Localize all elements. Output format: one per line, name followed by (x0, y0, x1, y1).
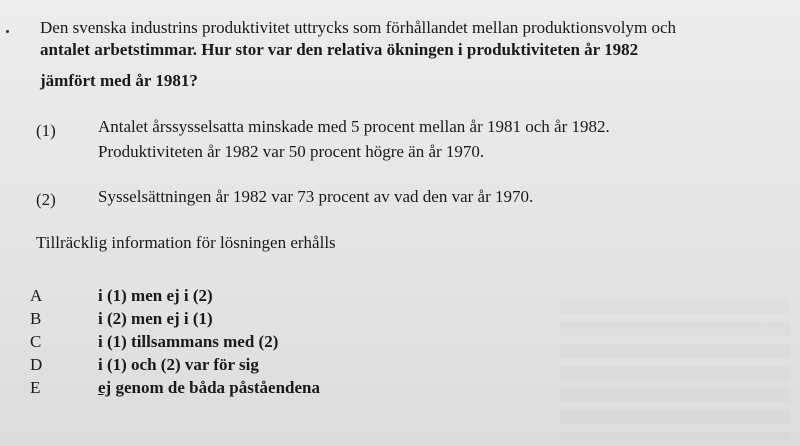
option-e-rest: genom de båda påståendena (111, 378, 320, 397)
statement-2-number: (2) (36, 190, 56, 209)
option-c-text: i (1) tillsammans med (2) (98, 332, 279, 351)
option-e-underlined-word: ej (98, 378, 112, 397)
question-line-3: jämfört med år 1981? (40, 71, 198, 90)
option-d-text: i (1) och (2) var för sig (98, 355, 259, 374)
statement-1-number: (1) (36, 121, 56, 140)
statement-1-line-1: Antalet årssysselsatta minskade med 5 procent mellan år 1981 och år 1982. (98, 117, 610, 136)
margin-mark (6, 30, 9, 33)
bleed-through-text (560, 300, 790, 440)
option-b-text: i (2) men ej i (1) (98, 309, 213, 328)
option-a-letter: A (30, 286, 43, 305)
statement-1-line-2: Produktiviteten år 1982 var 50 procent högre än år 1970. (98, 142, 485, 161)
option-a-text: i (1) men ej i (2) (98, 286, 213, 305)
question-line-1: Den svenska industrins produktivitet uttrycks som förhållandet mellan produktionsvolym och (40, 18, 676, 37)
option-c-letter: C (30, 332, 42, 351)
statement-2-line-1: Sysselsättningen år 1982 var 73 procent av vad den var år 1970. (98, 187, 534, 206)
option-d-letter: D (30, 355, 43, 374)
option-b-letter: B (30, 309, 42, 328)
question-line-2: antalet arbetstimmar. Hur stor var den relativa ökningen i produktiviteten år 1982 (40, 40, 639, 59)
option-e-letter: E (30, 378, 41, 397)
option-e-text (98, 378, 320, 398)
answer-prompt: Tillräcklig information för lösningen erhålls (36, 233, 336, 252)
